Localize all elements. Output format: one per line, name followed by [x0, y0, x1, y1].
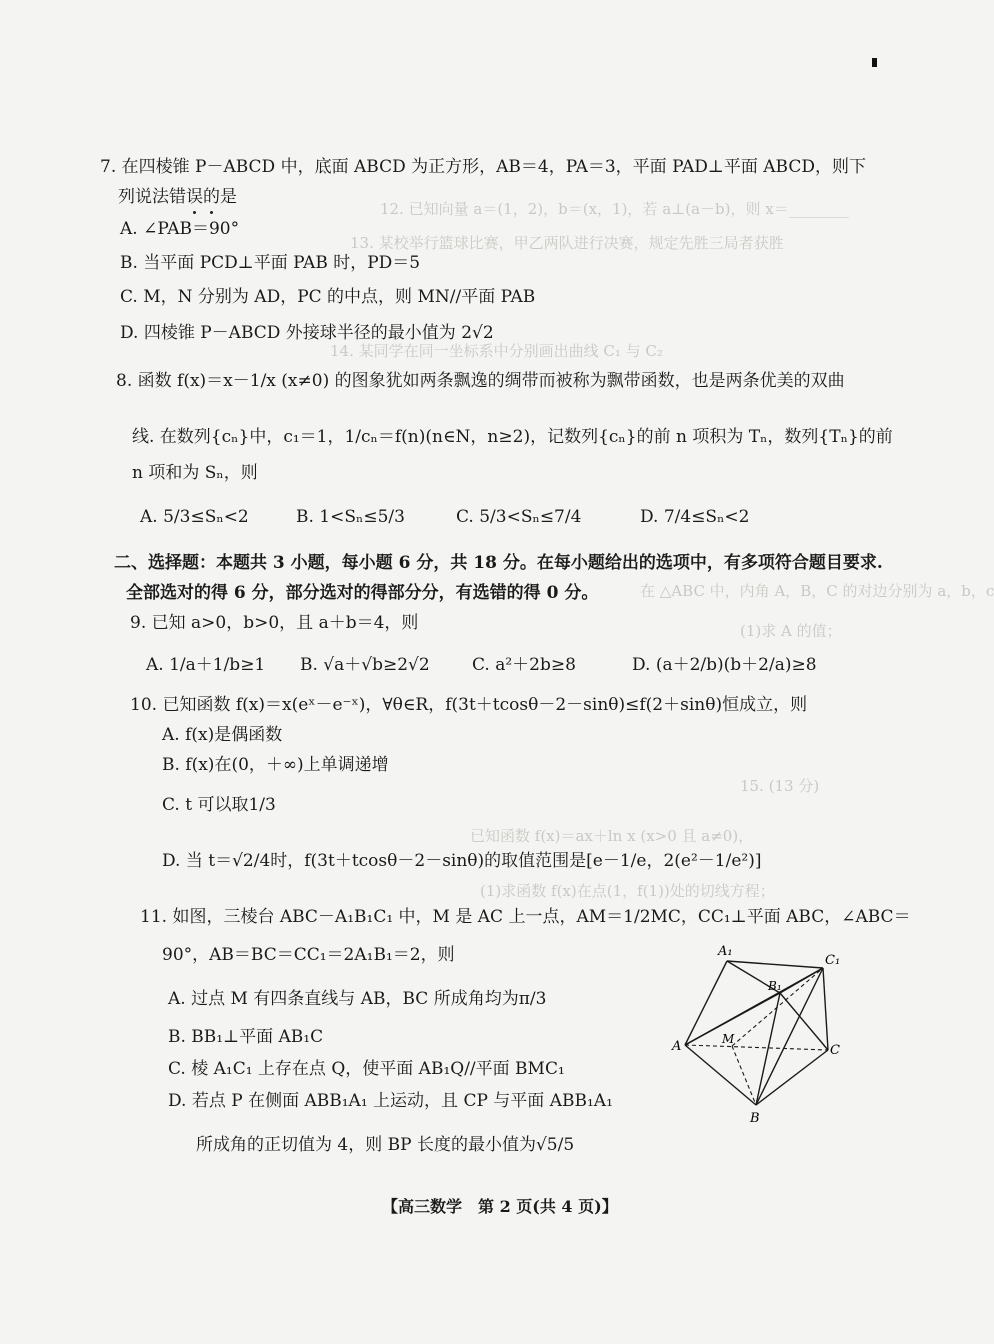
- emphasis-dot: [193, 211, 196, 214]
- figure-label-b: B: [750, 1111, 760, 1126]
- q7-option-c: C. M，N 分别为 AD，PC 的中点，则 MN//平面 PAB: [120, 287, 536, 307]
- frustum-figure: [670, 940, 850, 1130]
- q11-stem-line2: 90°，AB＝BC＝CC₁＝2A₁B₁＝2，则: [162, 945, 455, 965]
- q8-option-c: C. 5/3<Sₙ≤7/4: [456, 507, 582, 527]
- figure-label-m: M: [722, 1032, 735, 1046]
- q9-option-d: D. (a＋2/b)(b＋2/a)≥8: [632, 655, 817, 675]
- bleed-through-text: 13. 某校举行篮球比赛，甲乙两队进行决赛，规定先胜三局者获胜: [350, 234, 784, 252]
- q8-option-b: B. 1<Sₙ≤5/3: [296, 507, 405, 527]
- corner-mark: [872, 58, 877, 67]
- section-heading-line2: 全部选对的得 6 分，部分选对的得部分分，有选错的得 0 分。: [126, 583, 599, 603]
- q8-option-d: D. 7/4≤Sₙ<2: [640, 507, 750, 527]
- q9-option-a: A. 1/a＋1/b≥1: [146, 655, 266, 675]
- bleed-through-text: 已知函数 f(x)＝ax＋ln x (x>0 且 a≠0)，: [470, 827, 754, 845]
- q11-stem-line1: 11. 如图，三棱台 ABC－A₁B₁C₁ 中，M 是 AC 上一点，AM＝1/2MC，CC₁⊥平面 ABC，∠ABC＝: [140, 907, 911, 927]
- q9-stem: 9. 已知 a>0，b>0，且 a＋b＝4，则: [130, 613, 419, 633]
- q11-option-c: C. 棱 A₁C₁ 上存在点 Q，使平面 AB₁Q//平面 BMC₁: [168, 1059, 565, 1079]
- q7-stem-line1: 7. 在四棱锥 P－ABCD 中，底面 ABCD 为正方形，AB＝4，PA＝3，平面 PAD⊥平面 ABCD，则下: [100, 157, 866, 177]
- emphasis-dot: [210, 211, 213, 214]
- figure-label-c1: C₁: [825, 953, 841, 968]
- q11-option-a: A. 过点 M 有四条直线与 AB，BC 所成角均为π/3: [168, 989, 547, 1009]
- section-heading-line1: 二、选择题：本题共 3 小题，每小题 6 分，共 18 分。在每小题给出的选项中，有多项符合题目要求.: [114, 553, 883, 573]
- figure-label-b1: B₁: [768, 979, 782, 993]
- q10-option-d: D. 当 t＝√2/4时，f(3t＋tcosθ－2－sinθ)的取值范围是[e－1/e，2(e²－1/e²)]: [162, 851, 762, 871]
- bleed-through-text: (1)求函数 f(x)在点(1，f(1))处的切线方程；: [480, 882, 775, 900]
- bleed-through-text: 15. (13 分): [740, 777, 820, 795]
- bleed-through-text: 在 △ABC 中，内角 A，B，C 的对边分别为 a，b，c: [640, 582, 994, 600]
- figure-label-c: C: [830, 1043, 840, 1058]
- q7-option-b: B. 当平面 PCD⊥平面 PAB 时，PD＝5: [120, 253, 421, 273]
- q10-stem: 10. 已知函数 f(x)＝x(eˣ－e⁻ˣ)，∀θ∈R，f(3t＋tcosθ－2－sinθ)≤f(2＋sinθ)恒成立，则: [130, 695, 808, 715]
- q7-option-d: D. 四棱锥 P－ABCD 外接球半径的最小值为 2√2: [120, 323, 494, 343]
- q7-option-a: A. ∠PAB＝90°: [120, 219, 240, 239]
- page-footer: 【高三数学 第 2 页(共 4 页)】: [382, 1197, 618, 1216]
- q8-stem-line1: 8. 函数 f(x)＝x－1/x (x≠0) 的图象犹如两条飘逸的绸带而被称为飘带函数，也是两条优美的双曲: [116, 371, 845, 391]
- q9-option-b: B. √a＋√b≥2√2: [300, 655, 430, 675]
- bleed-through-text: 12. 已知向量 a＝(1，2)，b＝(x，1)，若 a⊥(a－b)，则 x＝________: [380, 200, 849, 218]
- q10-option-a: A. f(x)是偶函数: [162, 725, 283, 745]
- q10-option-c: C. t 可以取1/3: [162, 795, 276, 815]
- q9-option-c: C. a²＋2b≥8: [472, 655, 576, 675]
- q7-stem-line2: 列说法错误的是: [118, 187, 237, 207]
- q11-option-b: B. BB₁⊥平面 AB₁C: [168, 1027, 324, 1047]
- figure-label-a: A: [672, 1039, 682, 1054]
- q11-option-d-line2: 所成角的正切值为 4，则 BP 长度的最小值为√5/5: [196, 1135, 575, 1155]
- bleed-through-text: 14. 某同学在同一坐标系中分别画出曲线 C₁ 与 C₂: [330, 342, 663, 360]
- q8-option-a: A. 5/3≤Sₙ<2: [140, 507, 249, 527]
- bleed-through-text: (1)求 A 的值；: [740, 622, 842, 640]
- q8-stem-line3: n 项和为 Sₙ，则: [132, 463, 258, 483]
- q8-stem-line2: 线. 在数列{cₙ}中，c₁＝1，1/cₙ＝f(n)(n∈N，n≥2)，记数列{cₙ}的前 n 项积为 Tₙ，数列{Tₙ}的前: [132, 427, 893, 447]
- q11-option-d-line1: D. 若点 P 在侧面 ABB₁A₁ 上运动，且 CP 与平面 ABB₁A₁: [168, 1091, 613, 1111]
- q10-option-b: B. f(x)在(0，＋∞)上单调递增: [162, 755, 389, 775]
- figure-label-a1: A₁: [718, 944, 733, 959]
